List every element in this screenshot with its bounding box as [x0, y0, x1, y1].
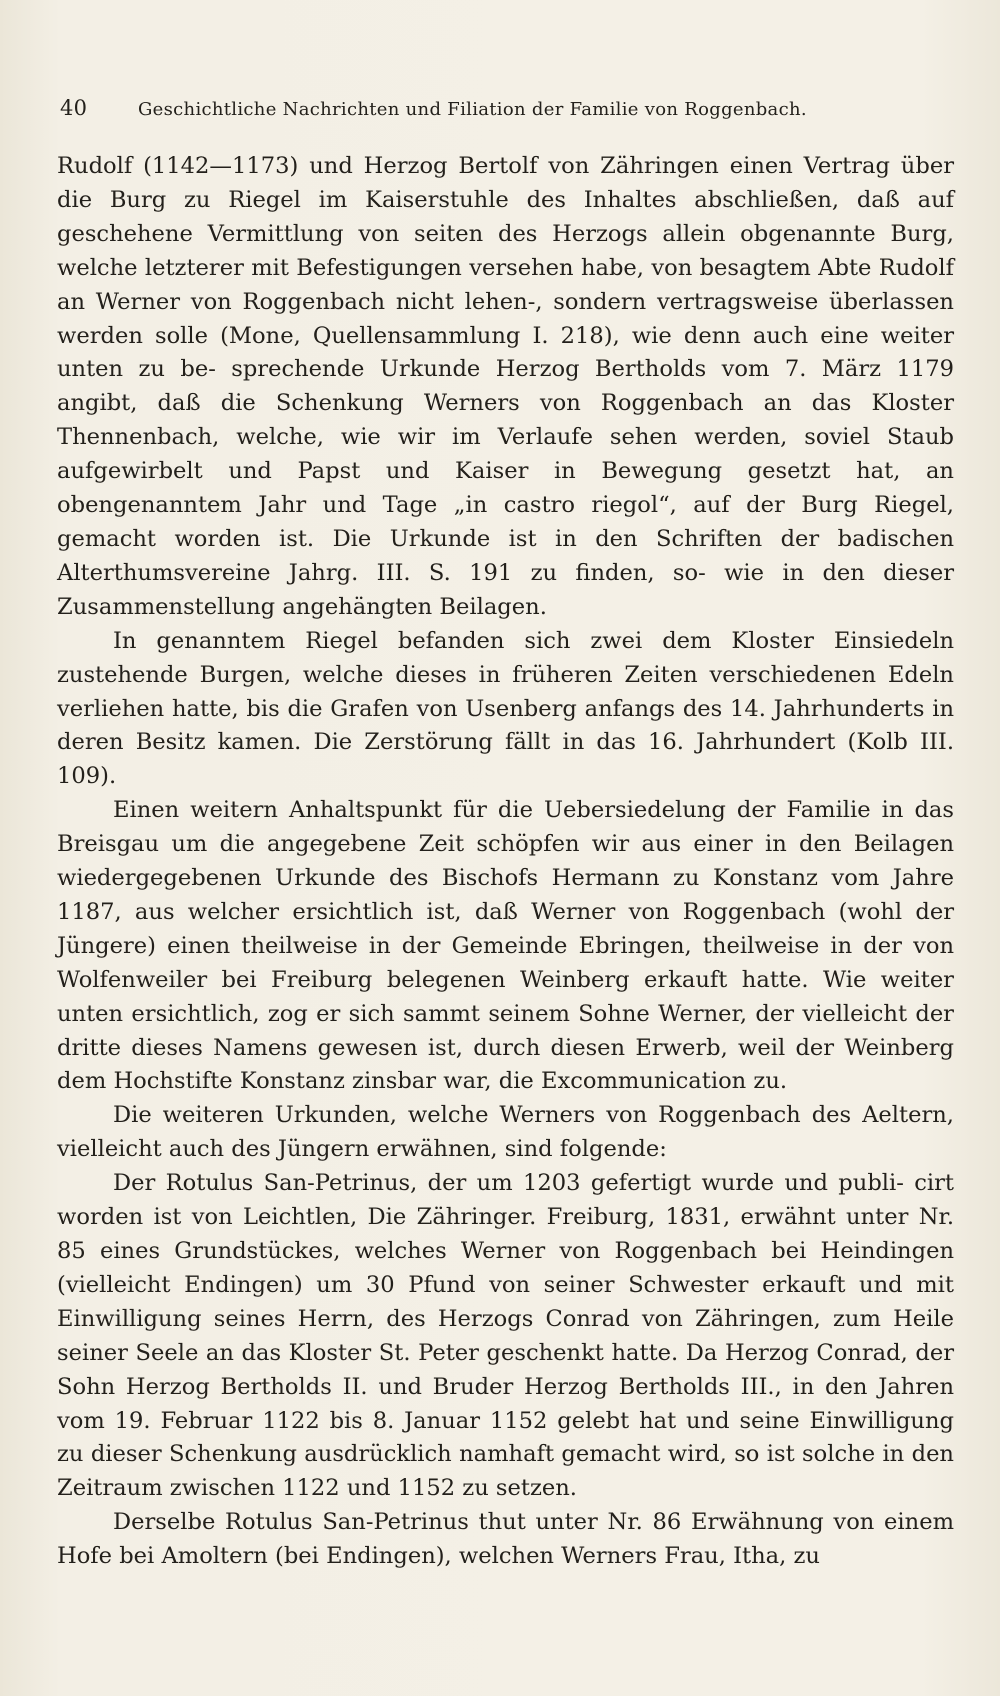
- running-head: [60, 96, 910, 120]
- page-number: 40: [60, 96, 88, 120]
- paragraph-4: Die weiteren Urkunden, welche Werners von Roggenbach des Aeltern, vielleicht auch des Jüngern erwähnen, sind folgende:: [57, 1102, 954, 1163]
- running-title: Geschichtliche Nachrichten und Filiation der Familie von Roggenbach.: [138, 99, 807, 120]
- paragraph-3: Einen weitern Anhaltspunkt für die Uebersiedelung der Familie in das Breisgau um die angegebene Zeit schöpfen wir aus einer in den Beilagen wiedergegebenen Urkunde des Bischofs Hermann zu Konstanz vom Jahre 1187, aus welcher ersichtlich ist, daß Werner von Roggenbach (wohl der Jüngere) einen theilweise in der Gemeinde Ebringen, theilweise in der von Wolfenweiler bei Freiburg belegenen Weinberg erkauft hatte. Wie weiter unten ersichtlich, zog er sich sammt seinem Sohne Werner, der vielleicht der dritte dieses Namens gewesen ist, durch diesen Erwerb, weil der Weinberg dem Hochstifte Konstanz zinsbar war, die Excommunication zu.: [57, 797, 954, 1095]
- paragraph-5: Der Rotulus San-Petrinus, der um 1203 gefertigt wurde und publi- cirt worden ist von Leichtlen, Die Zähringer. Freiburg, 1831, erwähnt unter Nr. 85 eines Grundstückes, welches Werner von Roggenbach bei Heindingen (vielleicht Endingen) um 30 Pfund von seiner Schwester erkauft und mit Einwilligung seines Herrn, des Herzogs Conrad von Zähringen, zum Heile seiner Seele an das Kloster St. Peter geschenkt hatte. Da Herzog Conrad, der Sohn Herzog Bertholds II. und Bruder Herzog Bertholds III., in den Jahren vom 19. Februar 1122 bis 8. Januar 1152 gelebt hat und seine Einwilligung zu dieser Schenkung ausdrücklich namhaft gemacht wird, so ist solche in den Zeitraum zwischen 1122 und 1152 zu setzen.: [57, 1170, 954, 1502]
- paragraph-1: Rudolf (1142—1173) und Herzog Bertolf von Zähringen einen Vertrag über die Burg zu Riegel im Kaiserstuhle des Inhaltes abschließen, daß auf geschehene Vermittlung von seiten des Herzogs allein obgenannte Burg, welche letzterer mit Befestigungen versehen habe, von besagtem Abte Rudolf an Werner von Roggenbach nicht lehen-, sondern vertragsweise überlassen werden solle (Mone, Quellensammlung I. 218), wie denn auch eine weiter unten zu be- sprechende Urkunde Herzog Bertholds vom 7. März 1179 angibt, daß die Schenkung Werners von Roggenbach an das Kloster Thennenbach, welche, wie wir im Verlaufe sehen werden, soviel Staub aufgewirbelt und Papst und Kaiser in Bewegung gesetzt hat, an obengenanntem Jahr und Tage „in castro riegol“, auf der Burg Riegel, gemacht worden ist. Die Urkunde ist in den Schriften der badischen Alterthumsvereine Jahrg. III. S. 191 zu finden, so- wie in den dieser Zusammenstellung angehängten Beilagen.: [57, 153, 954, 620]
- paragraph-2: In genanntem Riegel befanden sich zwei dem Kloster Einsiedeln zustehende Burgen, welche dieses in früheren Zeiten verschiedenen Edeln verliehen hatte, bis die Grafen von Usenberg anfangs des 14. Jahrhunderts in deren Besitz kamen. Die Zerstörung fällt in das 16. Jahrhundert (Kolb III. 109).: [57, 627, 954, 790]
- paragraph-6: Derselbe Rotulus San-Petrinus thut unter Nr. 86 Erwähnung von einem Hofe bei Amoltern (bei Endingen), welchen Werners Frau, Itha, zu: [57, 1509, 954, 1570]
- body-text: [57, 150, 954, 1574]
